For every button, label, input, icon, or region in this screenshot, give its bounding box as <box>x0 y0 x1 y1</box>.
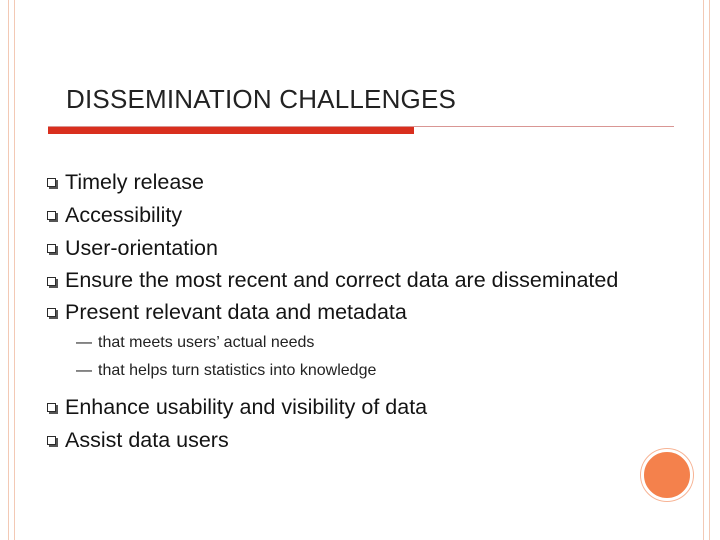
bullet-text: Present relevant data and metadata <box>65 300 407 324</box>
dash-marker: — <box>76 362 92 379</box>
bullet-item <box>46 166 666 199</box>
bullet-item <box>46 391 666 424</box>
bullet-text: User-orientation <box>65 236 218 260</box>
bullet-text: Accessibility <box>65 203 183 227</box>
bullet-text: Enhance usability and visibility of data <box>65 395 428 419</box>
title-underline-accent <box>48 127 414 134</box>
bullet-item <box>46 199 666 232</box>
checkbox-square-icon <box>47 308 56 317</box>
bullet-text: Timely release <box>65 170 204 194</box>
bullet-item <box>46 232 666 265</box>
decorative-circle <box>641 449 693 501</box>
bullet-item <box>46 296 666 329</box>
bullet-item <box>46 265 666 296</box>
sub-bullet-item <box>46 357 666 385</box>
checkbox-square-icon <box>47 277 56 286</box>
bullet-list <box>46 166 666 457</box>
bullet-text: Ensure the most recent and correct data are disseminated <box>65 268 619 292</box>
bullet-item <box>46 424 666 457</box>
checkbox-square-icon <box>47 436 56 445</box>
bullet-text: Assist data users <box>65 428 229 452</box>
slide-title: DISSEMINATION CHALLENGES <box>66 84 457 114</box>
checkbox-square-icon <box>47 178 56 187</box>
checkbox-square-icon <box>47 403 56 412</box>
sub-bullet-text: that meets users’ actual needs <box>98 334 315 351</box>
sub-bullet-item <box>46 329 666 357</box>
dash-marker: — <box>76 334 92 351</box>
sub-bullet-text: that helps turn statistics into knowledge <box>98 362 377 379</box>
checkbox-square-icon <box>47 211 56 220</box>
checkbox-square-icon <box>47 244 56 253</box>
